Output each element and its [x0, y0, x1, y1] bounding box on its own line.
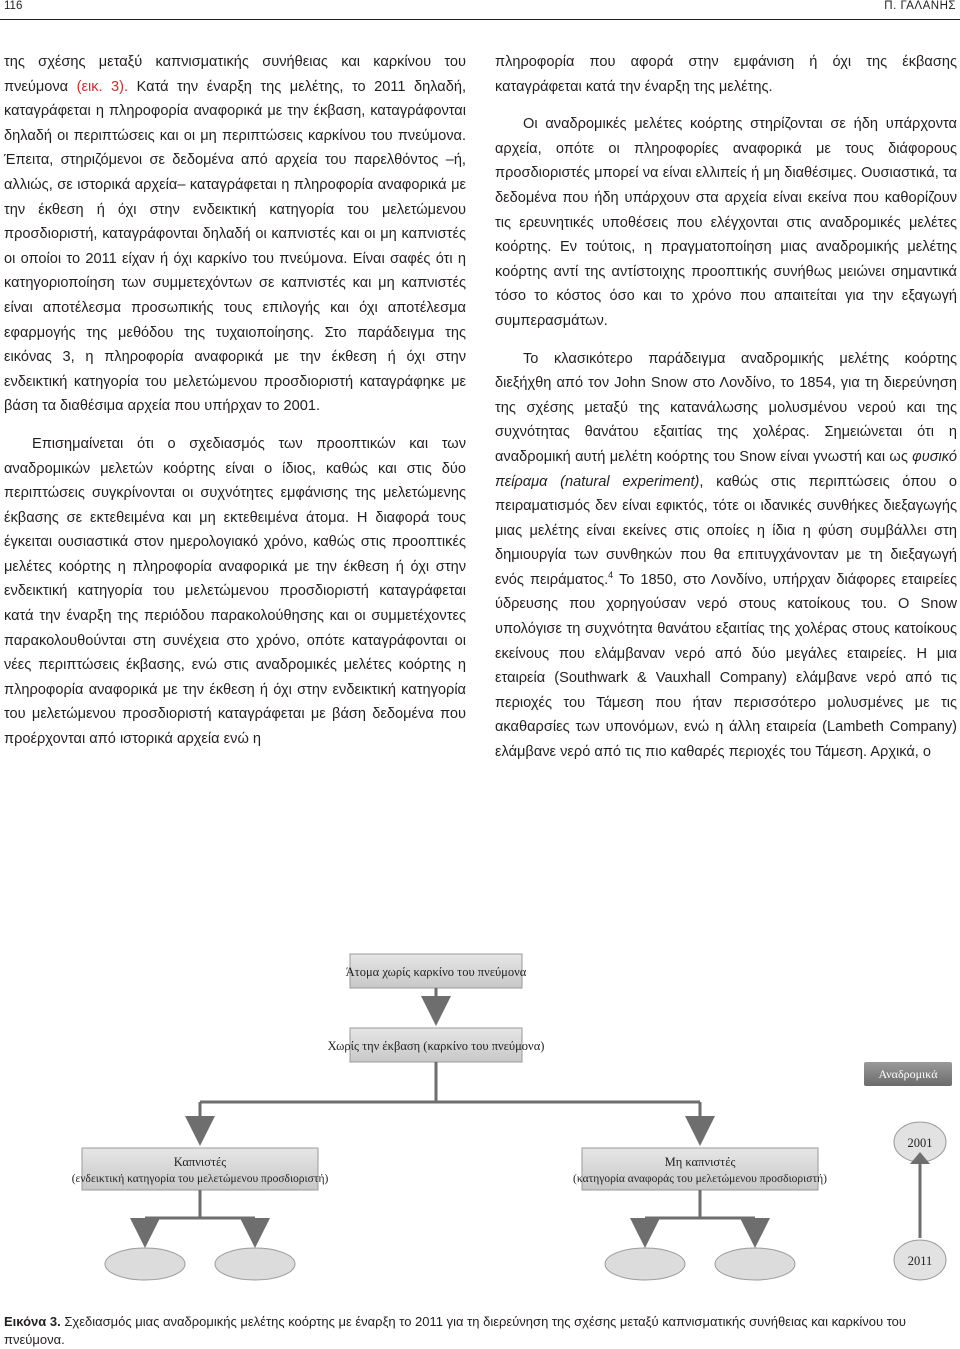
nonsmokers-sublabel: (κατηγορία αναφοράς του μελετώμενου προσδιοριστή): [573, 1173, 827, 1185]
nonsmokers-label: Μη καπνιστές: [664, 1155, 736, 1169]
paragraph: πληροφορία που αφορά στην εμφάνιση ή όχι της έκβασης καταγράφεται κατά την έναρξη της μελέτης.: [495, 54, 957, 95]
figure-reference-link[interactable]: (εικ. 3).: [76, 78, 129, 95]
cohort-diagram: [0, 942, 960, 1302]
paragraph: Οι αναδρομικές μελέτες κοόρτης στηρίζονται σε ήδη υπάρχοντα αρχεία, οπότε οι πληροφορίες αναφορικά με τους διάφορους προσδιοριστές μπορεί να είναι ελλιπείς ή μη διαθέσιμες. Ουσιαστικά, τα δεδομένα που ήδη υπάρχουν στα αρχεία είναι εκείνα που καθορίζουν τις ερευνητικές υποθέσεις που ελέγχονται στις αναδρομικές μελέτες κοόρτης. Εν τούτοις, η πραγματοποίηση μιας αναδρομικής μελέτης κοόρτης αντί της αντίστοιχης προοπτικής συνήθως μειώνει σημαντικά τόσο το κόστος όσο και το χρόνο που απαιτείται για την εξαγωγή συμπερασμάτων.: [495, 116, 957, 329]
italic-term: φυσικό πείραμα (natural experiment): [495, 448, 957, 490]
caption-label: Εικόνα 3.: [4, 1314, 61, 1329]
outcome-node: [105, 1248, 185, 1280]
text-run: , καθώς στις περιπτώσεις όπου ο πειραματισμός δεν είναι εφικτός, τότε οι ιδανικές συνθήκες διεξαγωγής μιας μελέτης είναι εκείνες στις οποίες η ίδια η φύση συμβάλλει στη δημιουργία των συνθηκών που θα επιτυγχάνονταν με τη διεξαγωγή ενός πειράματος.: [495, 473, 957, 588]
figure-caption: [4, 1313, 956, 1349]
outcome-node: [605, 1248, 685, 1280]
no-outcome-box-label: Χωρίς την έκβαση (καρκίνο του πνεύμονα): [327, 1039, 545, 1053]
smokers-sublabel: (ενδεικτική κατηγορία του μελετώμενου προσδιοριστή): [71, 1173, 329, 1185]
text-run: Το κλασικότερο παράδειγμα αναδρομικής μελέτης κοόρτης διεξήχθη από τον John Snow στο Λονδίνο, το 1854, για τη διερεύνηση της σχέσης μεταξύ της κατανάλωσης μολυσμένου νερού και της συχνότητας θανάτου εξαιτίας της χολέρας. Σημειώνεται ότι η αναδρομική αυτή μελέτη κοόρτης του Snow είναι γνωστή και ως: [495, 350, 957, 465]
outcome-node: [715, 1248, 795, 1280]
left-column: [4, 50, 466, 765]
cancer-box-label: Άτομα χωρίς καρκίνο του πνεύμονα: [345, 965, 527, 979]
paragraph: [495, 347, 957, 765]
paragraph: [4, 50, 466, 419]
page-header: [0, 0, 960, 14]
text-run: της σχέσης μεταξύ καπνισματικής συνήθειας και καρκίνου του πνεύμονα: [4, 54, 466, 95]
running-head: Π. ΓΑΛΑΝΗΣ: [884, 0, 956, 12]
text-run: Το 1850, στο Λονδίνο, υπήρχαν διάφορες εταιρείες ύδρευσης που χορηγούσαν νερό στους κατοίκους του. Ο Snow υπολόγισε τη συχνότητα θανάτου εξαιτίας της χολέρας στους κατοίκους εκείνους που ελάμβαναν νερό από δύο μεγάλες εταιρείες. Η μια εταιρεία (Southwark & Vauxhall Company) ελάμβανε νερό από τις περιοχές του Τάμεση που ήταν περισσότερο μολυσμένες με τις ακαθαρσίες των υπονόμων, ενώ η άλλη εταιρεία (Lambeth Company) ελάμβανε νερό από τις πιο καθαρές περιοχές του Τάμεση. Αρχικά, ο: [495, 571, 957, 761]
figure-diagram: [0, 942, 960, 1302]
caption-text: Σχεδιασμός μιας αναδρομικής μελέτης κοόρτης με έναρξη το 2011 για τη διερεύνηση της σχέσης μεταξύ καπνισματικής συνήθειας και καρκίνου του πνεύμονα.: [4, 1314, 906, 1347]
right-column: [495, 50, 957, 778]
smokers-label: Καπνιστές: [173, 1155, 227, 1169]
page-number: 116: [4, 0, 23, 12]
year-end-label: 2011: [907, 1254, 933, 1268]
paragraph: Επισημαίνεται ότι ο σχεδιασμός των προοπτικών και των αναδρομικών μελετών κοόρτης είναι ο ίδιος, καθώς και στις δύο περιπτώσεις συγκρίνονται οι συχνότητες εμφάνισης της μελετώμενης έκβασης σε εκτεθειμένα και μη εκτεθειμένα άτομα. Η διαφορά τους έγκειται ουσιαστικά στον ημερολογιακό χρόνο, καθώς στις προοπτικές μελέτες κοόρτης η πληροφορία αναφορικά με την έκθεση ή όχι στην ενδεικτική κατηγορία του μελετώμενου προσδιοριστή καταγράφεται κατά την έναρξη της περιόδου παρακολούθησης και οι συμμετέχοντες παρακολουθούνται στη συνέχεια στο χρόνο, οπότε καταγράφονται οι νέες περιπτώσεις έκβασης, ενώ στις αναδρομικές μελέτες κοόρτης η πληροφορία αναφορικά με την έκθεση ή όχι στην ενδεικτική κατηγορία του μελετώμενου προσδιοριστή καταγράφεται με βάση δεδομένα που προέρχονται από ιστορικά αρχεία ενώ η: [4, 435, 466, 748]
outcome-node: [215, 1248, 295, 1280]
text-run: Κατά την έναρξη της μελέτης, το 2011 δηλαδή, καταγράφεται η πληροφορία αναφορικά με την έκβαση, καταγράφονται δηλαδή οι περιπτώσεις και οι μη περιπτώσεις καρκίνου του πνεύμονα. Έπειτα, στηριζόμενοι σε δεδομένα από αρχεία του παρελθόντος –ή, αλλιώς, σε ιστορικά αρχεία– καταγράφεται η πληροφορία αναφορικά με την έκθεση ή όχι στην ενδεικτική κατηγορία του μελετώμενου προσδιοριστή, καταγράφονται δηλαδή οι καπνιστές και οι μη καπνιστές οι οποίοι το 2011 είχαν ή όχι καρκίνο του πνεύμονα. Είναι σαφές ότι η κατηγοριοποίηση των συμμετεχόντων σε καπνιστές και μη καπνιστές είναι αποτέλεσμα προσωπικής τους επιλογής και όχι αποτέλεσμα εφαρμογής της μεθόδου της τυχαιοποίησης. Στο παράδειγμα της εικόνας 3, η πληροφορία αναφορικά με την έκθεση ή όχι στην ενδεικτική κατηγορία του μελετώμενου προσδιοριστή καταγράφηκε με βάση τα διαθέσιμα αρχεία που υπήρχαν το 2001.: [4, 78, 467, 415]
retrospective-label: Αναδρομικά: [878, 1067, 938, 1081]
year-start-label: 2001: [907, 1136, 933, 1150]
footnote-reference[interactable]: 4: [608, 570, 614, 581]
header-rule: [0, 19, 960, 20]
